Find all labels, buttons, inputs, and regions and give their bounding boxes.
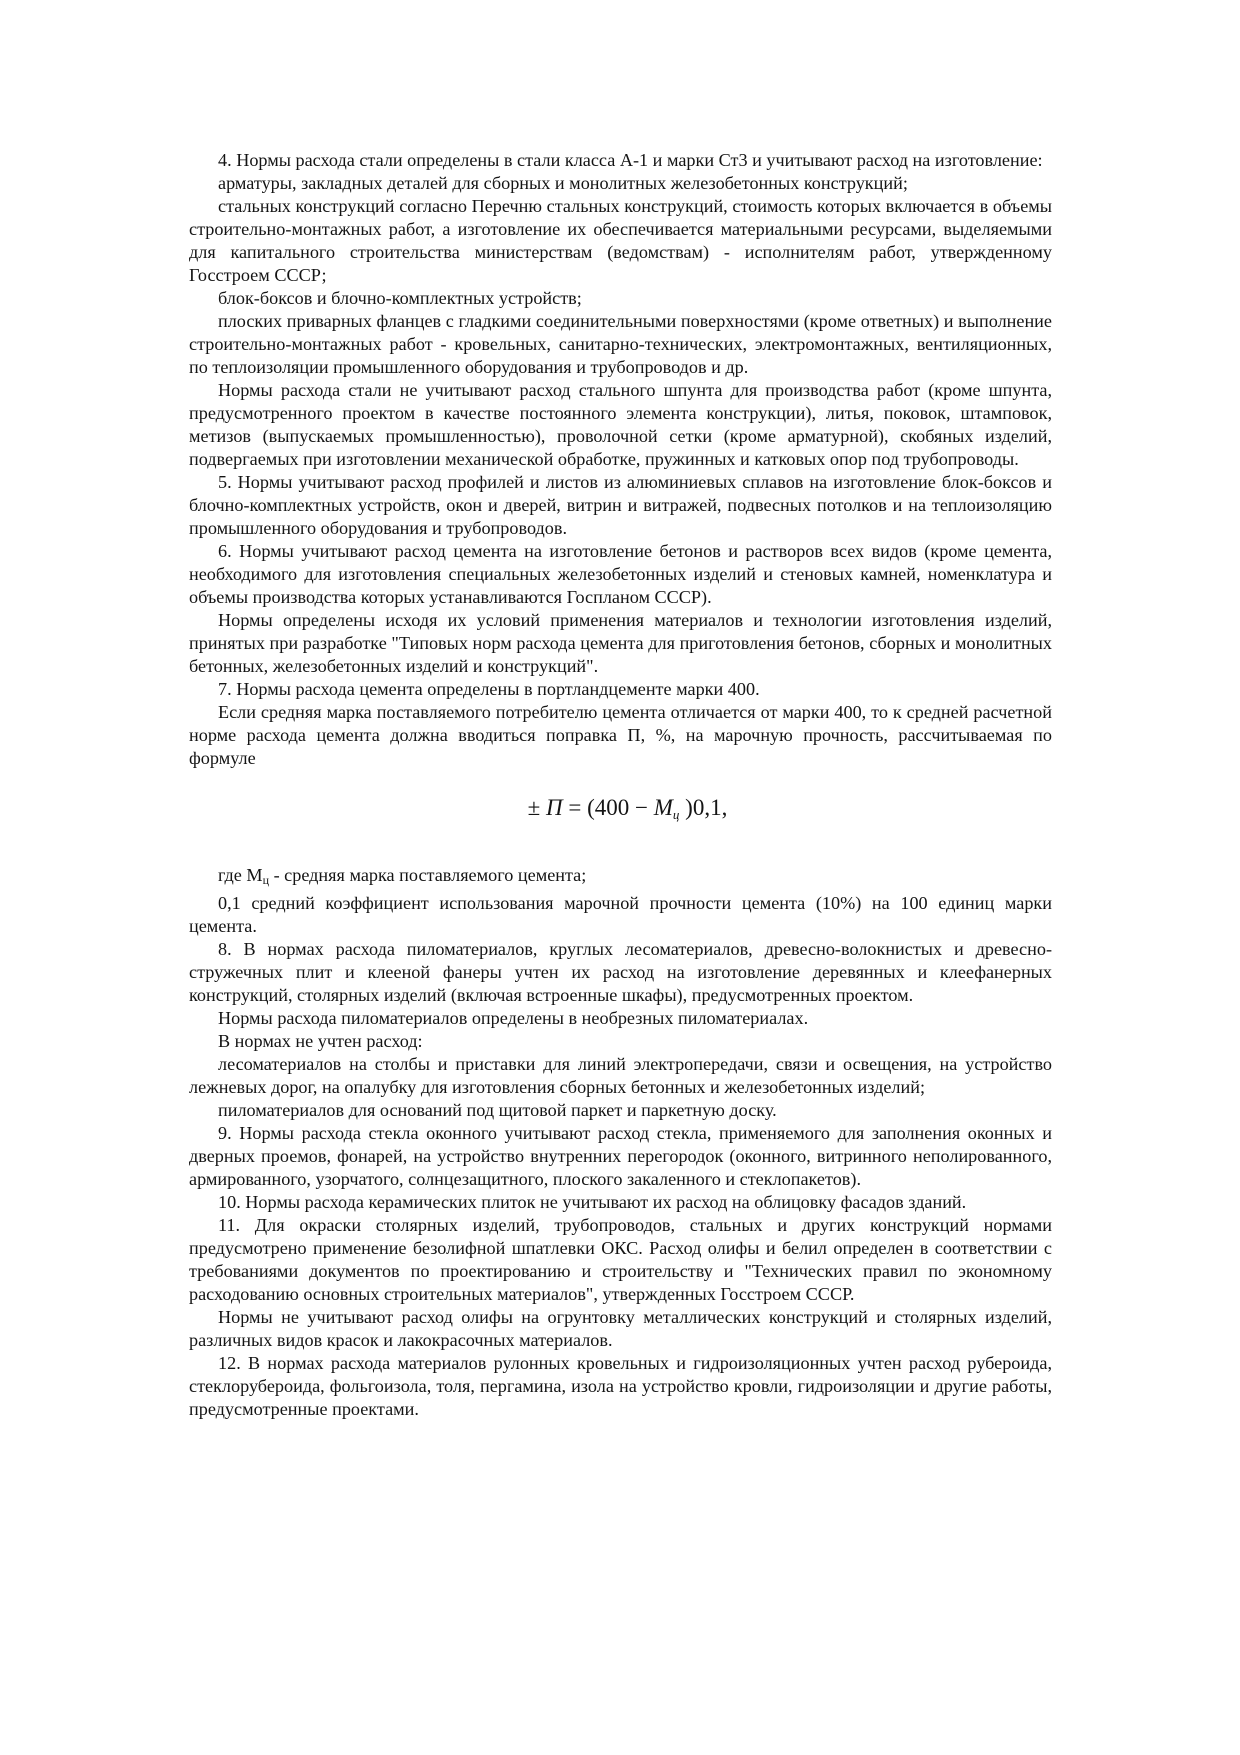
- paragraph-flanges: плоских приварных фланцев с гладкими соединительными поверхностями (кроме ответных) и выполнение строительно-монтажных работ - кровельных, санитарно-технических, электромонтажных, вентиляционных, по теплоизоляции промышленного оборудования и трубопроводов и др.: [189, 311, 1052, 377]
- where-after: - средняя марка поставляемого цемента;: [269, 865, 587, 885]
- paragraph-aluminium: 5. Нормы учитывают расход профилей и листов из алюминиевых сплавов на изготовление блок-боксов и блочно-комплектных устройств, окон и дверей, витрин и витражей, подвесных потолков и на теплоизоляцию промышленного оборудования и трубопроводов.: [189, 472, 1052, 538]
- paragraph-roofing: 12. В нормах расхода материалов рулонных кровельных и гидроизоляционных учтен расход рубероида, стеклорубероида, фольгоизола, толя, пергамина, изола на устройство кровли, гидроизоляции и другие работы, предусмотренные проектами.: [189, 1353, 1052, 1419]
- paragraph-steel-exclusions: Нормы расхода стали не учитывают расход стального шпунта для производства работ (кроме шпунта, предусмотренного проектом в качестве постоянного элемента конструкции), литья, поковок, штамповок, метизов (выпускаемых промышленностью), проволочной сетки (кроме арматурной), скобяных изделий, подвергаемых при изготовлении механической обработке, пружинных и катковых опор под трубопроводы.: [189, 380, 1052, 469]
- paragraph-rebar: арматуры, закладных деталей для сборных и монолитных железобетонных конструкций;: [218, 173, 908, 193]
- paragraph-lumber-unedged: Нормы расхода пиломатериалов определены в необрезных пиломатериалах.: [218, 1008, 809, 1028]
- paragraph-not-included: В нормах не учтен расход:: [218, 1031, 423, 1051]
- formula-middle: = (400 −: [562, 795, 654, 820]
- paragraph-where: [189, 864, 1052, 892]
- paragraph-steel-structures: стальных конструкций согласно Перечню стальных конструкций, стоимость которых включается в объемы строительно-монтажных работ, а изготовление их обеспечивается материальными ресурсами, выделяемыми для капитального строительства министерствам (ведомствам) - исполнителям работ, утвержденному Госстроем СССР;: [189, 196, 1052, 285]
- paragraph-portland-cement: 7. Нормы расхода цемента определены в портландцементе марки 400.: [218, 679, 760, 699]
- formula-suffix: )0,1,: [679, 795, 728, 820]
- paragraph-cement-typical-norms: Нормы определены исходя их условий применения материалов и технологии изготовления изделий, принятых при разработке "Типовых норм расхода цемента для приготовления бетонов, сборных и монолитных бетонных, железобетонных изделий и конструкций".: [189, 610, 1052, 676]
- formula-subscript: ц: [672, 807, 680, 822]
- formula-plus-minus: ±: [527, 795, 547, 820]
- formula-var-p: П: [546, 795, 563, 820]
- paragraph-cement: 6. Нормы учитывают расход цемента на изготовление бетонов и растворов всех видов (кроме цемента, необходимого для изготовления специальных железобетонных изделий и стеновых камней, номенклатура и объемы производства которых устанавливаются Госпланом СССР).: [189, 541, 1052, 607]
- document-page: [189, 149, 1052, 1421]
- paragraph-cement-grade-correction: Если средняя марка поставляемого потребителю цемента отличается от марки 400, то к средней расчетной норме расхода цемента должна вводиться поправка П, %, на марочную прочность, рассчитываемая по формуле: [189, 702, 1052, 768]
- formula-var-m: М: [653, 795, 673, 820]
- paragraph-drying-oil: Нормы не учитывают расход олифы на огрунтовку металлических конструкций и столярных изделий, различных видов красок и лакокрасочных материалов.: [189, 1307, 1052, 1350]
- where-before: где М: [218, 865, 263, 885]
- paragraph-coefficient: 0,1 средний коэффициент использования марочной прочности цемента (10%) на 100 единиц марки цемента.: [189, 893, 1052, 936]
- paragraph-block-boxes: блок-боксов и блочно-комплектных устройств;: [218, 288, 582, 308]
- paragraph-lumber: 8. В нормах расхода пиломатериалов, круглых лесоматериалов, древесно-волокнистых и древесно-стружечных плит и клееной фанеры учтен их расход на изготовление деревянных и клеефанерных конструкций, столярных изделий (включая встроенные шкафы), предусмотренных проектом.: [189, 939, 1052, 1005]
- paragraph-timber-poles: лесоматериалов на столбы и приставки для линий электропередачи, связи и освещения, на устройство лежневых дорог, на опалубку для изготовления сборных бетонных и железобетонных изделий;: [189, 1054, 1052, 1097]
- paragraph-painting: 11. Для окраски столярных изделий, трубопроводов, стальных и других конструкций нормами предусмотрено применение безолифной шпатлевки ОКС. Расход олифы и белил определен в соответствии с требованиями документов по проектированию и строительству и "Технических правил по экономному расходованию основных строительных материалов", утвержденных Госстроем СССР.: [189, 1215, 1052, 1304]
- paragraph-parquet: пиломатериалов для оснований под щитовой паркет и паркетную доску.: [218, 1100, 777, 1120]
- paragraph-ceramic-tiles: 10. Нормы расхода керамических плиток не учитывают их расход на облицовку фасадов зданий.: [218, 1192, 967, 1212]
- paragraph-steel-norms: 4. Нормы расхода стали определены в стали класса А-1 и марки Ст3 и учитывают расход на изготовление:: [218, 150, 1043, 170]
- where-subscript: ц: [262, 873, 270, 887]
- correction-formula: [189, 794, 1052, 829]
- paragraph-glass: 9. Нормы расхода стекла оконного учитывают расход стекла, применяемого для заполнения оконных и дверных проемов, фонарей, на устройство внутренних перегородок (оконного, витринного неполированного, армированного, узорчатого, солнцезащитного, плоского закаленного и стеклопакетов).: [189, 1123, 1052, 1189]
